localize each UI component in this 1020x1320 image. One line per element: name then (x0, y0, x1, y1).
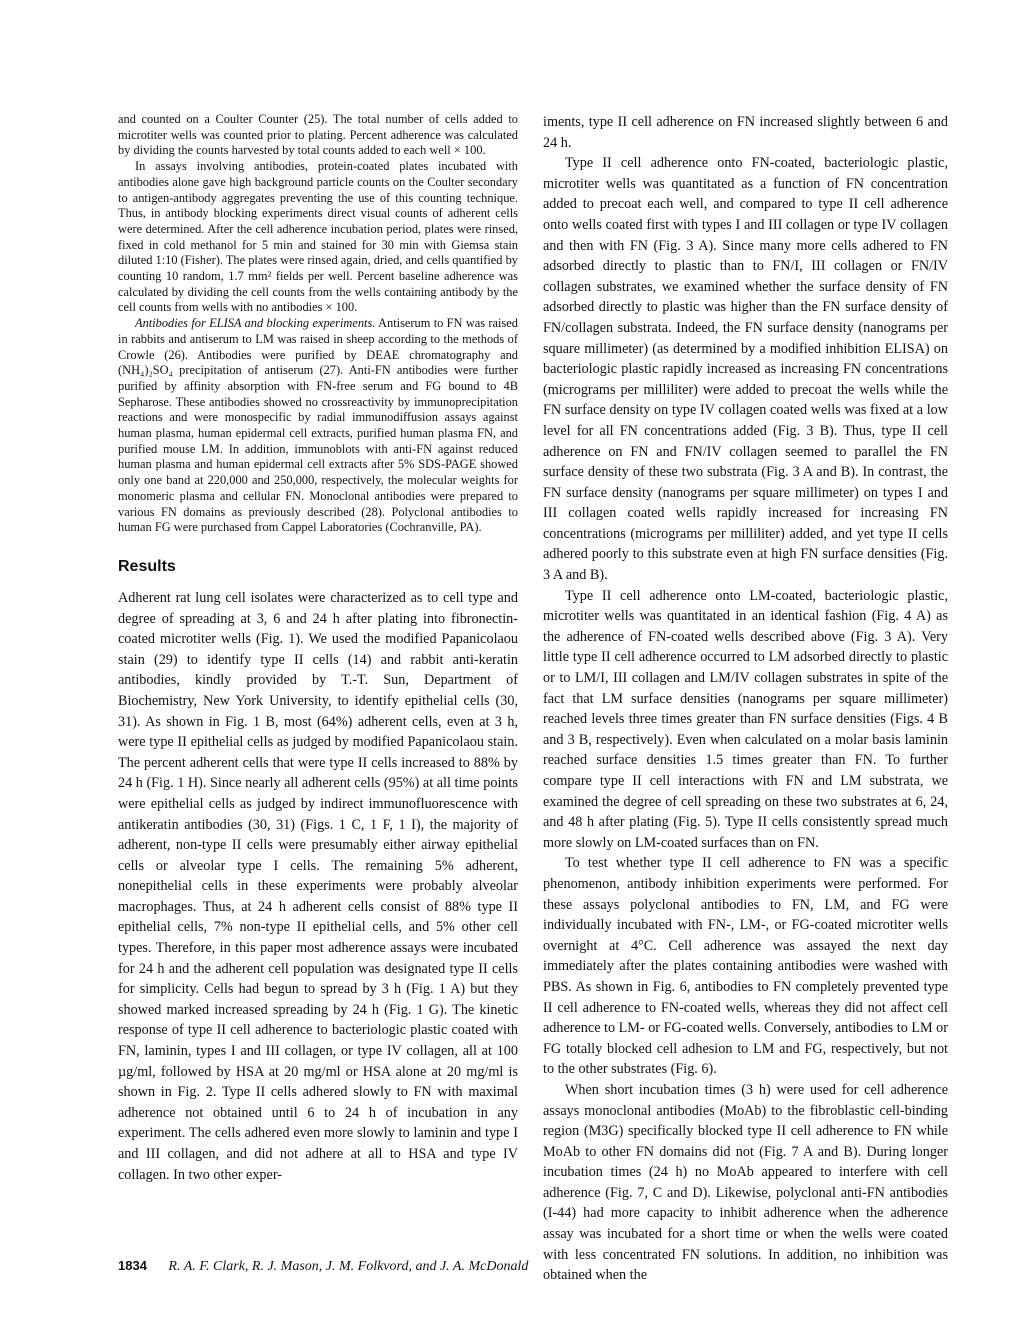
results-paragraph: Type II cell adherence onto LM-coated, bacteriologic plastic, microtiter wells was quantitated in an identical fashion (Fig. 4 A) as the adherence of FN-coated wells described above (Fig. 3 A). Very little type II cell adherence occurred to LM adsorbed directly to plastic or to LM/I, III collagen and LM/IV collagen substrates in spite of the fact that LM surface densities (nanograms per square millimeter) reached levels three times greater than FN surface densities (Figs. 4 B and 3 B, respectively). Even when calculated on a molar basis laminin reached surface densities 1.5 times greater than FN. To further compare type II cell interactions with FN and LM substrata, we examined the degree of cell spreading on these two substrates at 6, 24, and 48 h after plating (Fig. 5). Type II cells consistently spread much more slowly on LM-coated surfaces than on FN. (543, 587, 948, 851)
page-number: 1834 (118, 1258, 147, 1273)
results-paragraph: Type II cell adherence onto FN-coated, bacteriologic plastic, microtiter wells was quantitated as a function of FN concentration added to precoat each well, and compared to type II cell adherence onto wells coated first with types I and III collagen or type IV collagen and then with FN (Fig. 3 A). Since many more cells adhered to FN adsorbed directly to plastic than to FN/I, III collagen or FN/IV collagen substrates, we examined whether the surface density of FN adsorbed directly to plastic was higher than the FN surface density of FN/collagen substrata. Indeed, the FN surface density (nanograms per square millimeter) (as determined by a modified inhibition ELISA) on bacteriologic plastic rapidly increased as increasing FN concentrations (micrograms per milliliter) were added to precoat the wells while the FN surface density on type IV collagen coated wells was fixed at a low level for all FN concentrations added (Fig. 3 B). Thus, type II cell adherence on FN and FN/IV collagen seemed to parallel the FN surface density of these two substrata (Fig. 3 A and B). In contrast, the FN surface density (nanograms per square millimeter) on types I and III collagen coated wells rapidly increased for increasing FN concentrations (micrograms per milliliter) added, and yet type II cells adhered poorly to this substrate even at high FN surface densities (Fig. 3 A and B). (543, 155, 948, 584)
results-paragraph: Adherent rat lung cell isolates were characterized as to cell type and degree of spreading at 3, 6 and 24 h after plating into fibronectin-coated microtiter wells (Fig. 1). We used the modified Papanicolaou stain (29) to identify type II cells (14) and rabbit anti-keratin antibodies, kindly provided by T.-T. Sun, Department of Biochemistry, New York University, to identify epithelial cells (30, 31). As shown in Fig. 1 B, most (64%) adherent cells, even at 3 h, were type II epithelial cells as judged by modified Papanicolaou stain. The percent adherent cells that were type II cells increased to 88% by 24 h (Fig. 1 H). Since nearly all adherent cells (95%) at all time points were epithelial cells as judged by indirect immunofluorescence with antikeratin antibodies (30, 31) (Figs. 1 C, 1 F, 1 I), the majority of adherent, non-type II cells were presumably either airway epithelial cells or alveolar type I cells. The remaining 5% adherent, nonepithelial cells in these experiments were probably alveolar macrophages. Thus, at 24 h adherent cells consist of 88% type II epithelial cells, 7% non-type II epithelial cells, and 5% other cell types. Therefore, in this paper most adherence assays were incubated for 24 h and the adherent cell population was designated type II cells for simplicity. Cells had begun to spread by 3 h (Fig. 1 A) but they showed marked increased spreading by 24 h (Fig. 1 G). The kinetic response of type II cell adherence to bacteriologic plastic coated with FN, laminin, types I and III collagen, or type IV collagen, all at 100 µg/ml, followed by HSA at 20 mg/ml or HSA alone at 20 mg/ml is shown in Fig. 2. Type II cells adhered slowly to FN with maximal adherence not obtained until 6 to 24 h of incubation in any experiment. The cells adhered even more slowly to laminin and type I and III collagen, and did not adhere at all to HSA and type IV collagen. In two other exper- (118, 589, 518, 1183)
page-footer (118, 1258, 528, 1275)
subsection-heading: Antibodies for ELISA and blocking experiments. (135, 316, 376, 331)
section-heading-results: Results (118, 557, 176, 575)
antibodies-paragraph (118, 316, 518, 536)
paragraph-text: Antiserum to FN was raised in rabbits and antiserum to LM was raised in sheep according to the methods of Crowle (26). Antibodies were purified by DEAE chromatography and (NH₄)₂SO₄ precipitation of antiserum (27). Anti-FN antibodies were further purified by affinity absorption with FN-free serum and FG bound to 4B Sepharose. These antibodies showed no crossreactivity by immunoprecipitation reactions and were monospecific by radial immunodiffusion assays against human plasma, human epidermal cell extracts, purified human plasma FN, and purified mouse LM. In addition, immunoblots with anti-FN against reduced human plasma and human epidermal cell extracts after 5% SDS-PAGE showed only one band at 220,000 and 250,000, respectively, the molecular weights for monomeric plasma and cellular FN. Monoclonal antibodies were prepared to various FN domains as previously described (28). Polyclonal antibodies to human FG were purchased from Cappel Laboratories (Cochranville, PA). (118, 316, 518, 535)
running-authors: R. A. F. Clark, R. J. Mason, J. M. Folkvord, and J. A. McDonald (168, 1259, 529, 1274)
right-column (543, 112, 948, 1286)
methods-paragraph: and counted on a Coulter Counter (25). The total number of cells added to microtiter wells was counted prior to plating. Percent adherence was calculated by dividing the counts harvested by total counts added to each well × 100. (118, 112, 518, 158)
results-paragraph: When short incubation times (3 h) were used for cell adherence assays monoclonal antibodies (MoAb) to the fibroblastic cell-binding region (M3G) specifically blocked type II cell adherence to FN while MoAb to other FN domains did not (Fig. 7 A and B). During longer incubation times (24 h) no MoAb appeared to interfere with cell adherence (Fig. 7, C and D). Likewise, polyclonal anti-FN antibodies (I-44) had more capacity to inhibit adherence when the adherence assay was incubated for a short time or when the wells were coated with less concentrated FN solutions. In addition, no inhibition was obtained when the (543, 1081, 948, 1284)
methods-paragraph: In assays involving antibodies, protein-coated plates incubated with antibodies alone gave high background particle counts on the Coulter secondary to antigen-antibody aggregates preventing the use of this counting technique. Thus, in antibody blocking experiments direct visual counts of adherent cells were determined. After the cell adherence incubation period, plates were rinsed, fixed in cold methanol for 5 min and stained for 30 min with Giemsa stain diluted 1:10 (Fisher). The plates were rinsed again, dried, and cells quantified by counting 10 random, 1.7 mm² fields per well. Percent baseline adherence was calculated by dividing the cell counts from the wells containing antibody by the cell counts from wells with no antibodies × 100. (118, 159, 518, 315)
results-paragraph: iments, type II cell adherence on FN increased slightly between 6 and 24 h. (543, 114, 948, 151)
left-column (118, 112, 518, 1185)
results-paragraph: To test whether type II cell adherence to FN was a specific phenomenon, antibody inhibition experiments were performed. For these assays polyclonal antibodies to FN, LM, and FG were individually incubated with FN-, LM-, or FG-coated microtiter wells overnight at 4°C. Cell adherence was assayed the next day immediately after the plates containing antibodies were washed with PBS. As shown in Fig. 6, antibodies to FN completely prevented type II cell adherence to FN-coated wells, whereas they did not affect cell adherence to LM- or FG-coated wells. Conversely, antibodies to LM or FG totally blocked cell adhesion to LM and FG, respectively, but not to the other substrates (Fig. 6). (543, 855, 948, 1078)
